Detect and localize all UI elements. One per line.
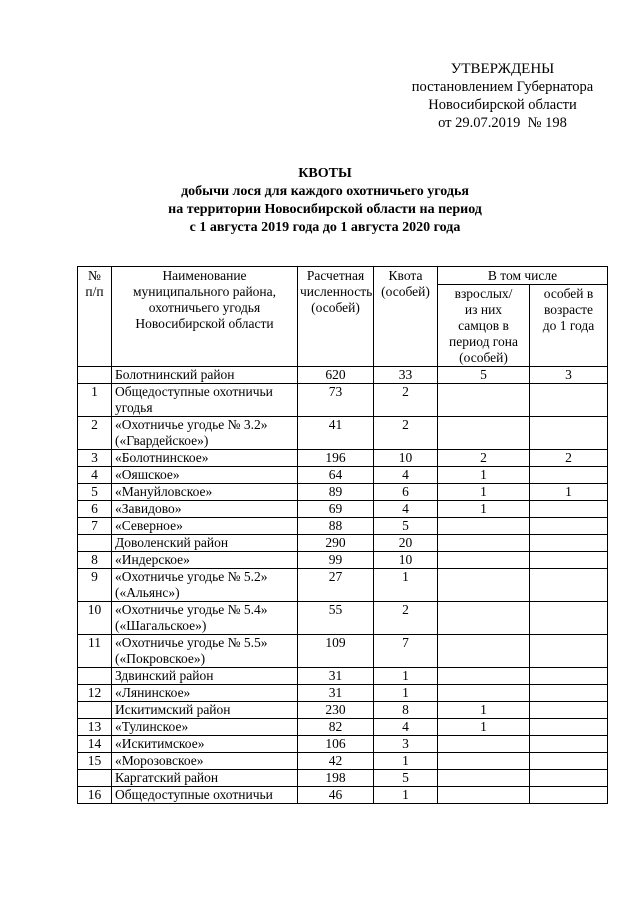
cell-name: «Лянинское»: [112, 685, 298, 702]
cell-quota: 1: [374, 787, 438, 804]
cell-quota: 1: [374, 668, 438, 685]
title-line-1: добычи лося для каждого охотничьего угодья: [181, 184, 469, 199]
quota-table: [77, 266, 608, 804]
cell-quota: 2: [374, 384, 438, 417]
cell-name: «Охотничье угодье № 5.5» («Покровское»): [112, 635, 298, 668]
table-body: [78, 367, 608, 804]
header-young: особей в возрасте до 1 года: [530, 285, 608, 367]
cell-name: «Завидово»: [112, 501, 298, 518]
cell-adults: [438, 736, 530, 753]
header-num: № п/п: [78, 267, 112, 367]
cell-young: [530, 736, 608, 753]
cell-quota: 2: [374, 602, 438, 635]
cell-quota: 8: [374, 702, 438, 719]
cell-name: Болотнинский район: [112, 367, 298, 384]
table-row: [78, 552, 608, 569]
header-adults: взрослых/ из них самцов в период гона (особей): [438, 285, 530, 367]
table-row: [78, 384, 608, 417]
cell-name: «Искитимское»: [112, 736, 298, 753]
cell-young: [530, 602, 608, 635]
cell-young: [530, 787, 608, 804]
cell-adults: 1: [438, 501, 530, 518]
table-row: [78, 787, 608, 804]
cell-name: «Болотнинское»: [112, 450, 298, 467]
cell-young: [530, 753, 608, 770]
cell-quota: 1: [374, 569, 438, 602]
cell-young: [530, 417, 608, 450]
header-name: Наименование муниципального района, охотничьего угодья Новосибирской области: [112, 267, 298, 367]
cell-num: [78, 770, 112, 787]
cell-quota: 20: [374, 535, 438, 552]
table-row: [78, 635, 608, 668]
cell-young: [530, 668, 608, 685]
cell-adults: [438, 384, 530, 417]
cell-young: [530, 685, 608, 702]
table-row: [78, 770, 608, 787]
cell-young: 1: [530, 484, 608, 501]
cell-adults: [438, 518, 530, 535]
cell-population: 99: [298, 552, 374, 569]
title-line-3: с 1 августа 2019 года до 1 августа 2020 года: [189, 220, 461, 235]
cell-population: 31: [298, 668, 374, 685]
cell-population: 42: [298, 753, 374, 770]
approval-title: УТВЕРЖДЕНЫ: [450, 61, 555, 77]
cell-quota: 4: [374, 467, 438, 484]
cell-quota: 5: [374, 770, 438, 787]
cell-young: [530, 702, 608, 719]
cell-population: 620: [298, 367, 374, 384]
cell-quota: 1: [374, 753, 438, 770]
cell-adults: [438, 753, 530, 770]
cell-population: 41: [298, 417, 374, 450]
cell-num: 7: [78, 518, 112, 535]
cell-population: 82: [298, 719, 374, 736]
cell-name: Искитимский район: [112, 702, 298, 719]
cell-adults: 5: [438, 367, 530, 384]
cell-name: Общедоступные охотничьи: [112, 787, 298, 804]
title-line-2: на территории Новосибирской области на период: [168, 202, 482, 217]
table-row: [78, 685, 608, 702]
cell-num: 9: [78, 569, 112, 602]
cell-name: «Северное»: [112, 518, 298, 535]
cell-num: [78, 367, 112, 384]
cell-adults: [438, 787, 530, 804]
cell-name: Каргатский район: [112, 770, 298, 787]
cell-population: 64: [298, 467, 374, 484]
cell-num: 10: [78, 602, 112, 635]
cell-population: 73: [298, 384, 374, 417]
cell-name: Здвинский район: [112, 668, 298, 685]
cell-num: [78, 668, 112, 685]
cell-adults: [438, 569, 530, 602]
cell-young: [530, 535, 608, 552]
cell-adults: [438, 417, 530, 450]
cell-num: 15: [78, 753, 112, 770]
cell-adults: [438, 535, 530, 552]
cell-num: 8: [78, 552, 112, 569]
header-including: В том числе: [438, 267, 608, 285]
cell-quota: 10: [374, 450, 438, 467]
table-row: [78, 467, 608, 484]
cell-population: 46: [298, 787, 374, 804]
title-main: КВОТЫ: [298, 166, 352, 181]
cell-adults: [438, 602, 530, 635]
cell-young: [530, 770, 608, 787]
cell-young: [530, 518, 608, 535]
document-title: [100, 165, 550, 237]
cell-population: 89: [298, 484, 374, 501]
table-row: [78, 668, 608, 685]
table-row: [78, 702, 608, 719]
cell-name: «Индерское»: [112, 552, 298, 569]
cell-quota: 33: [374, 367, 438, 384]
cell-quota: 3: [374, 736, 438, 753]
cell-num: [78, 702, 112, 719]
cell-num: 11: [78, 635, 112, 668]
cell-young: [530, 569, 608, 602]
table-row: [78, 450, 608, 467]
cell-quota: 4: [374, 501, 438, 518]
cell-population: 198: [298, 770, 374, 787]
cell-adults: 2: [438, 450, 530, 467]
cell-name: «Морозовское»: [112, 753, 298, 770]
cell-quota: 10: [374, 552, 438, 569]
table-row: [78, 367, 608, 384]
cell-young: 2: [530, 450, 608, 467]
cell-num: 4: [78, 467, 112, 484]
cell-adults: [438, 668, 530, 685]
approval-line-2: Новосибирской области: [428, 97, 577, 113]
cell-quota: 7: [374, 635, 438, 668]
cell-name: Общедоступные охотничьи угодья: [112, 384, 298, 417]
cell-num: 1: [78, 384, 112, 417]
cell-adults: [438, 552, 530, 569]
cell-num: 16: [78, 787, 112, 804]
cell-adults: [438, 770, 530, 787]
cell-adults: [438, 635, 530, 668]
cell-population: 230: [298, 702, 374, 719]
cell-name: Доволенский район: [112, 535, 298, 552]
cell-num: 5: [78, 484, 112, 501]
cell-young: [530, 552, 608, 569]
cell-quota: 4: [374, 719, 438, 736]
header-quota: Квота (особей): [374, 267, 438, 367]
approval-line-3: от 29.07.2019 № 198: [438, 115, 567, 131]
cell-adults: [438, 685, 530, 702]
table-row: [78, 484, 608, 501]
cell-quota: 1: [374, 685, 438, 702]
table-row: [78, 602, 608, 635]
cell-population: 88: [298, 518, 374, 535]
approval-line-1: постановлением Губернатора: [411, 79, 594, 95]
table-row: [78, 569, 608, 602]
cell-num: 2: [78, 417, 112, 450]
cell-population: 55: [298, 602, 374, 635]
cell-population: 106: [298, 736, 374, 753]
header-population: Расчетная численность (особей): [298, 267, 374, 367]
cell-population: 69: [298, 501, 374, 518]
cell-name: «Тулинское»: [112, 719, 298, 736]
cell-population: 27: [298, 569, 374, 602]
cell-young: 3: [530, 367, 608, 384]
table-row: [78, 719, 608, 736]
cell-young: [530, 501, 608, 518]
cell-name: «Охотничье угодье № 3.2» («Гвардейское»): [112, 417, 298, 450]
cell-name: «Охотничье угодье № 5.2» («Альянс»): [112, 569, 298, 602]
table-row: [78, 753, 608, 770]
cell-adults: 1: [438, 484, 530, 501]
cell-num: 12: [78, 685, 112, 702]
cell-quota: 5: [374, 518, 438, 535]
table-row: [78, 501, 608, 518]
cell-population: 109: [298, 635, 374, 668]
cell-quota: 2: [374, 417, 438, 450]
cell-adults: 1: [438, 702, 530, 719]
cell-num: 3: [78, 450, 112, 467]
table-row: [78, 518, 608, 535]
cell-num: 14: [78, 736, 112, 753]
cell-num: 6: [78, 501, 112, 518]
cell-adults: 1: [438, 719, 530, 736]
cell-population: 196: [298, 450, 374, 467]
table-row: [78, 417, 608, 450]
cell-quota: 6: [374, 484, 438, 501]
cell-young: [530, 384, 608, 417]
cell-num: 13: [78, 719, 112, 736]
cell-name: «Охотничье угодье № 5.4» («Шагальское»): [112, 602, 298, 635]
cell-population: 31: [298, 685, 374, 702]
cell-young: [530, 719, 608, 736]
cell-population: 290: [298, 535, 374, 552]
cell-young: [530, 635, 608, 668]
cell-young: [530, 467, 608, 484]
cell-adults: 1: [438, 467, 530, 484]
cell-name: «Мануйловское»: [112, 484, 298, 501]
table-row: [78, 736, 608, 753]
cell-name: «Ояшское»: [112, 467, 298, 484]
table-row: [78, 535, 608, 552]
cell-num: [78, 535, 112, 552]
approval-stamp: [400, 60, 605, 132]
